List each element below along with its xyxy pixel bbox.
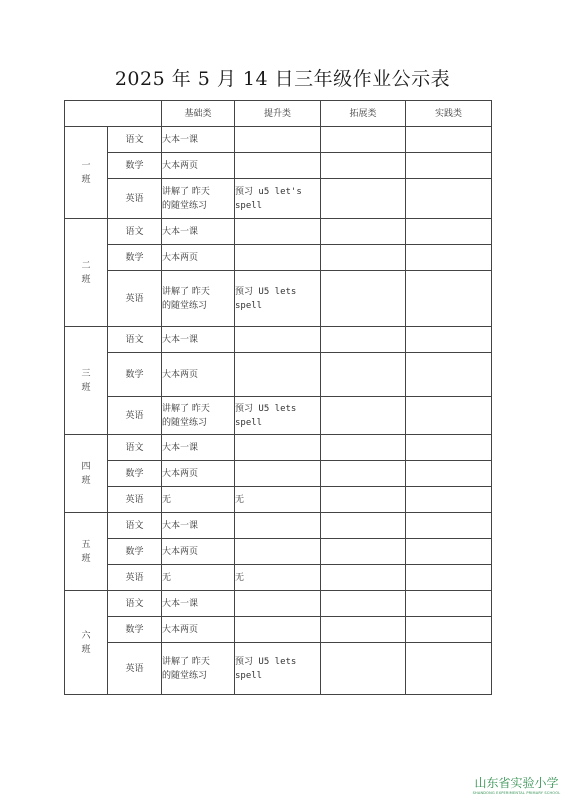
practice-homework-cell: [406, 245, 492, 271]
subject-cell: 数学: [108, 353, 162, 397]
extend-homework-cell: [321, 513, 406, 539]
basic-homework-line: 的随堂练习: [162, 300, 208, 311]
subject-cell: 数学: [108, 539, 162, 565]
header-corner-cell: [65, 101, 162, 127]
table-row: [65, 153, 492, 179]
header-basic: 基础类: [162, 101, 235, 127]
extend-homework-cell: [321, 271, 406, 327]
basic-homework-line: 大本两页: [162, 369, 199, 380]
basic-homework-line: 大本一课: [162, 134, 199, 145]
improve-homework-cell: [235, 565, 321, 591]
improve-homework-line: 无: [235, 494, 245, 505]
improve-homework-cell: [235, 643, 321, 695]
improve-homework-cell: [235, 539, 321, 565]
extend-homework-cell: [321, 327, 406, 353]
practice-homework-cell: [406, 461, 492, 487]
basic-homework-cell: [162, 539, 235, 565]
class-name-char: 四: [81, 461, 91, 472]
table-row: [65, 127, 492, 153]
improve-homework-cell: [235, 397, 321, 435]
extend-homework-cell: [321, 219, 406, 245]
basic-homework-line: 的随堂练习: [162, 200, 208, 211]
practice-homework-cell: [406, 643, 492, 695]
class-name-char: 六: [81, 630, 91, 641]
basic-homework-line: 讲解了 昨天: [162, 286, 210, 297]
school-logo: [468, 776, 565, 800]
improve-homework-line: spell: [235, 300, 263, 311]
improve-homework-line: 预习 U5 lets: [235, 286, 297, 297]
class-name-cell: [65, 435, 108, 513]
basic-homework-line: 大本一课: [162, 226, 199, 237]
practice-homework-cell: [406, 127, 492, 153]
header-improve: 提升类: [235, 101, 321, 127]
class-name-char: 班: [81, 644, 91, 655]
subject-cell: 语文: [108, 127, 162, 153]
basic-homework-line: 无: [162, 572, 172, 583]
table-row: [65, 245, 492, 271]
improve-homework-line: 无: [235, 572, 245, 583]
subject-cell: 英语: [108, 643, 162, 695]
class-name-cell: [65, 127, 108, 219]
homework-table: [64, 100, 492, 695]
class-name-cell: [65, 591, 108, 695]
extend-homework-cell: [321, 487, 406, 513]
basic-homework-line: 的随堂练习: [162, 670, 208, 681]
basic-homework-line: 大本两页: [162, 252, 199, 263]
improve-homework-cell: [235, 353, 321, 397]
subject-cell: 英语: [108, 397, 162, 435]
subject-cell: 语文: [108, 219, 162, 245]
basic-homework-cell: [162, 617, 235, 643]
improve-homework-cell: [235, 271, 321, 327]
class-name-char: 五: [81, 539, 91, 550]
improve-homework-cell: [235, 245, 321, 271]
basic-homework-cell: [162, 179, 235, 219]
table-row: [65, 435, 492, 461]
extend-homework-cell: [321, 153, 406, 179]
basic-homework-line: 大本两页: [162, 624, 199, 635]
improve-homework-line: 预习 U5 lets: [235, 656, 297, 667]
class-name-cell: [65, 219, 108, 327]
basic-homework-line: 无: [162, 494, 172, 505]
table-header-row: [65, 101, 492, 127]
extend-homework-cell: [321, 617, 406, 643]
improve-homework-line: spell: [235, 670, 263, 681]
table-row: [65, 271, 492, 327]
practice-homework-cell: [406, 327, 492, 353]
class-name-char: 班: [81, 382, 91, 393]
basic-homework-line: 大本两页: [162, 160, 199, 171]
school-logo-subtitle: SHANDONG EXPERIMENTAL PRIMARY SCHOOL: [472, 791, 561, 795]
class-name-cell: [65, 513, 108, 591]
basic-homework-cell: [162, 461, 235, 487]
improve-homework-cell: [235, 617, 321, 643]
improve-homework-cell: [235, 127, 321, 153]
improve-homework-cell: [235, 153, 321, 179]
table-body: [65, 127, 492, 695]
extend-homework-cell: [321, 179, 406, 219]
subject-cell: 语文: [108, 513, 162, 539]
basic-homework-cell: [162, 487, 235, 513]
extend-homework-cell: [321, 591, 406, 617]
basic-homework-cell: [162, 327, 235, 353]
table-row: [65, 539, 492, 565]
extend-homework-cell: [321, 565, 406, 591]
basic-homework-line: 的随堂练习: [162, 417, 208, 428]
subject-cell: 数学: [108, 461, 162, 487]
practice-homework-cell: [406, 435, 492, 461]
subject-cell: 英语: [108, 487, 162, 513]
extend-homework-cell: [321, 353, 406, 397]
school-logo-text: 山东省实验小学: [474, 776, 559, 790]
subject-cell: 数学: [108, 617, 162, 643]
header-practice: 实践类: [406, 101, 492, 127]
practice-homework-cell: [406, 513, 492, 539]
basic-homework-cell: [162, 219, 235, 245]
basic-homework-cell: [162, 245, 235, 271]
table-row: [65, 565, 492, 591]
basic-homework-line: 讲解了 昨天: [162, 403, 210, 414]
table-row: [65, 513, 492, 539]
class-name-char: 班: [81, 274, 91, 285]
basic-homework-cell: [162, 153, 235, 179]
basic-homework-cell: [162, 127, 235, 153]
basic-homework-line: 大本两页: [162, 468, 199, 479]
subject-cell: 语文: [108, 435, 162, 461]
table-row: [65, 397, 492, 435]
subject-cell: 数学: [108, 153, 162, 179]
practice-homework-cell: [406, 271, 492, 327]
extend-homework-cell: [321, 643, 406, 695]
practice-homework-cell: [406, 617, 492, 643]
improve-homework-cell: [235, 219, 321, 245]
improve-homework-cell: [235, 435, 321, 461]
basic-homework-cell: [162, 513, 235, 539]
extend-homework-cell: [321, 245, 406, 271]
table-row: [65, 487, 492, 513]
improve-homework-line: spell: [235, 417, 263, 428]
practice-homework-cell: [406, 539, 492, 565]
class-name-char: 班: [81, 475, 91, 486]
improve-homework-line: 预习 U5 lets: [235, 403, 297, 414]
class-name-cell: [65, 327, 108, 435]
improve-homework-line: 预习 u5 let's: [235, 186, 302, 197]
improve-homework-cell: [235, 179, 321, 219]
basic-homework-line: 大本一课: [162, 598, 199, 609]
improve-homework-cell: [235, 513, 321, 539]
extend-homework-cell: [321, 435, 406, 461]
basic-homework-line: 大本一课: [162, 442, 199, 453]
practice-homework-cell: [406, 565, 492, 591]
basic-homework-line: 大本一课: [162, 520, 199, 531]
subject-cell: 数学: [108, 245, 162, 271]
table-row: [65, 179, 492, 219]
practice-homework-cell: [406, 153, 492, 179]
class-name-char: 三: [81, 368, 91, 379]
practice-homework-cell: [406, 219, 492, 245]
extend-homework-cell: [321, 397, 406, 435]
improve-homework-cell: [235, 487, 321, 513]
table-row: [65, 643, 492, 695]
basic-homework-cell: [162, 353, 235, 397]
subject-cell: 英语: [108, 179, 162, 219]
basic-homework-cell: [162, 435, 235, 461]
basic-homework-cell: [162, 397, 235, 435]
basic-homework-line: 大本两页: [162, 546, 199, 557]
basic-homework-line: 讲解了 昨天: [162, 656, 210, 667]
practice-homework-cell: [406, 397, 492, 435]
basic-homework-cell: [162, 565, 235, 591]
table-row: [65, 353, 492, 397]
table-row: [65, 461, 492, 487]
class-name-char: 一: [81, 160, 91, 171]
page-title: 2025 年 5 月 14 日三年级作业公示表: [114, 68, 451, 90]
basic-homework-cell: [162, 271, 235, 327]
class-name-char: 班: [81, 553, 91, 564]
table-row: [65, 617, 492, 643]
subject-cell: 英语: [108, 271, 162, 327]
improve-homework-cell: [235, 327, 321, 353]
improve-homework-cell: [235, 461, 321, 487]
practice-homework-cell: [406, 353, 492, 397]
subject-cell: 英语: [108, 565, 162, 591]
header-extend: 拓展类: [321, 101, 406, 127]
extend-homework-cell: [321, 127, 406, 153]
class-name-char: 班: [81, 174, 91, 185]
subject-cell: 语文: [108, 327, 162, 353]
practice-homework-cell: [406, 487, 492, 513]
basic-homework-cell: [162, 591, 235, 617]
improve-homework-cell: [235, 591, 321, 617]
extend-homework-cell: [321, 461, 406, 487]
table-row: [65, 591, 492, 617]
practice-homework-cell: [406, 179, 492, 219]
improve-homework-line: spell: [235, 200, 263, 211]
basic-homework-cell: [162, 643, 235, 695]
table-row: [65, 327, 492, 353]
class-name-char: 二: [81, 260, 91, 271]
basic-homework-line: 讲解了 昨天: [162, 186, 210, 197]
subject-cell: 语文: [108, 591, 162, 617]
practice-homework-cell: [406, 591, 492, 617]
extend-homework-cell: [321, 539, 406, 565]
table-row: [65, 219, 492, 245]
basic-homework-line: 大本一课: [162, 334, 199, 345]
